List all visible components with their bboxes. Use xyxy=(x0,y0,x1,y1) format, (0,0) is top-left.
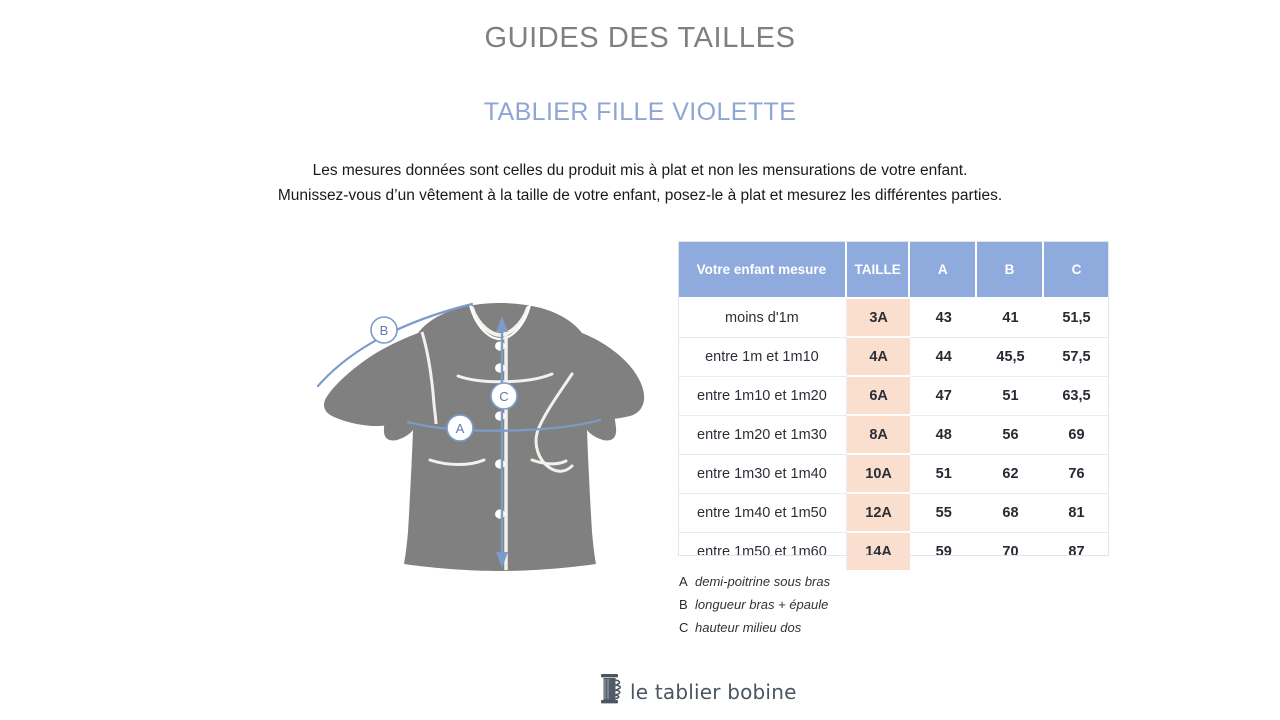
column-header-b: B xyxy=(977,241,1044,299)
measurement-legend xyxy=(679,574,1009,643)
cell-measure: moins d'1m xyxy=(678,299,847,338)
garment-illustration xyxy=(300,288,645,583)
cell-a: 51 xyxy=(910,455,977,494)
cell-b: 70 xyxy=(977,533,1044,570)
cell-b: 56 xyxy=(977,416,1044,455)
table-row xyxy=(678,299,1109,338)
table-row xyxy=(678,455,1109,494)
marker-a xyxy=(447,415,473,441)
cell-measure: entre 1m50 et 1m60 xyxy=(678,533,847,570)
legend-key-c: C xyxy=(679,620,689,635)
cell-b: 41 xyxy=(977,299,1044,338)
cell-c: 51,5 xyxy=(1044,299,1109,338)
legend-item-b xyxy=(679,597,1009,620)
legend-desc-c: hauteur milieu dos xyxy=(695,620,802,635)
column-header-c: C xyxy=(1044,241,1109,299)
legend-item-c xyxy=(679,620,1009,643)
cell-b: 62 xyxy=(977,455,1044,494)
cell-taille: 14A xyxy=(847,533,911,570)
size-table xyxy=(678,241,1109,570)
column-header-measure: Votre enfant mesure xyxy=(678,241,847,299)
cell-c: 63,5 xyxy=(1044,377,1109,416)
thread-spool-icon xyxy=(598,672,624,711)
page-title: GUIDES DES TAILLES xyxy=(484,22,796,54)
intro-text xyxy=(0,158,1280,208)
cell-measure: entre 1m30 et 1m40 xyxy=(678,455,847,494)
cell-a: 55 xyxy=(910,494,977,533)
cell-a: 48 xyxy=(910,416,977,455)
cell-c: 57,5 xyxy=(1044,338,1109,377)
cell-c: 76 xyxy=(1044,455,1109,494)
cell-taille: 10A xyxy=(847,455,911,494)
cell-taille: 4A xyxy=(847,338,911,377)
intro-line-2: Munissez-vous d’un vêtement à la taille de votre enfant, posez-le à plat et mesurez les différentes parties. xyxy=(277,187,1003,204)
marker-b xyxy=(371,317,397,343)
column-header-a: A xyxy=(910,241,977,299)
cell-measure: entre 1m40 et 1m50 xyxy=(678,494,847,533)
intro-line-1: Les mesures données sont celles du produit mis à plat et non les mensurations de votre enfant. xyxy=(312,162,968,179)
legend-item-a xyxy=(679,574,1009,597)
cell-measure: entre 1m20 et 1m30 xyxy=(678,416,847,455)
marker-c-label: C xyxy=(499,389,509,404)
legend-key-b: B xyxy=(679,597,688,612)
cell-a: 59 xyxy=(910,533,977,570)
legend-desc-a: demi-poitrine sous bras xyxy=(695,574,831,589)
cell-measure: entre 1m10 et 1m20 xyxy=(678,377,847,416)
cell-a: 44 xyxy=(910,338,977,377)
table-row xyxy=(678,533,1109,570)
table-row xyxy=(678,416,1109,455)
cell-c: 69 xyxy=(1044,416,1109,455)
cell-c: 87 xyxy=(1044,533,1109,570)
cell-a: 43 xyxy=(910,299,977,338)
cell-taille: 6A xyxy=(847,377,911,416)
table-row xyxy=(678,377,1109,416)
marker-a-label: A xyxy=(455,421,465,436)
brand-logo xyxy=(598,672,797,711)
legend-key-a: A xyxy=(679,574,688,589)
cell-b: 51 xyxy=(977,377,1044,416)
cell-taille: 3A xyxy=(847,299,911,338)
product-subtitle: TABLIER FILLE VIOLETTE xyxy=(483,98,797,126)
cell-b: 45,5 xyxy=(977,338,1044,377)
cell-a: 47 xyxy=(910,377,977,416)
marker-b-label: B xyxy=(379,323,389,338)
column-header-taille: TAILLE xyxy=(847,241,911,299)
marker-c xyxy=(491,383,517,409)
table-row xyxy=(678,338,1109,377)
cell-taille: 8A xyxy=(847,416,911,455)
legend-desc-b: longueur bras + épaule xyxy=(695,597,829,612)
cell-taille: 12A xyxy=(847,494,911,533)
table-header-row xyxy=(678,241,1109,299)
table-row xyxy=(678,494,1109,533)
cell-b: 68 xyxy=(977,494,1044,533)
cell-c: 81 xyxy=(1044,494,1109,533)
logo-text: le tablier bobine xyxy=(630,679,797,704)
cell-measure: entre 1m et 1m10 xyxy=(678,338,847,377)
